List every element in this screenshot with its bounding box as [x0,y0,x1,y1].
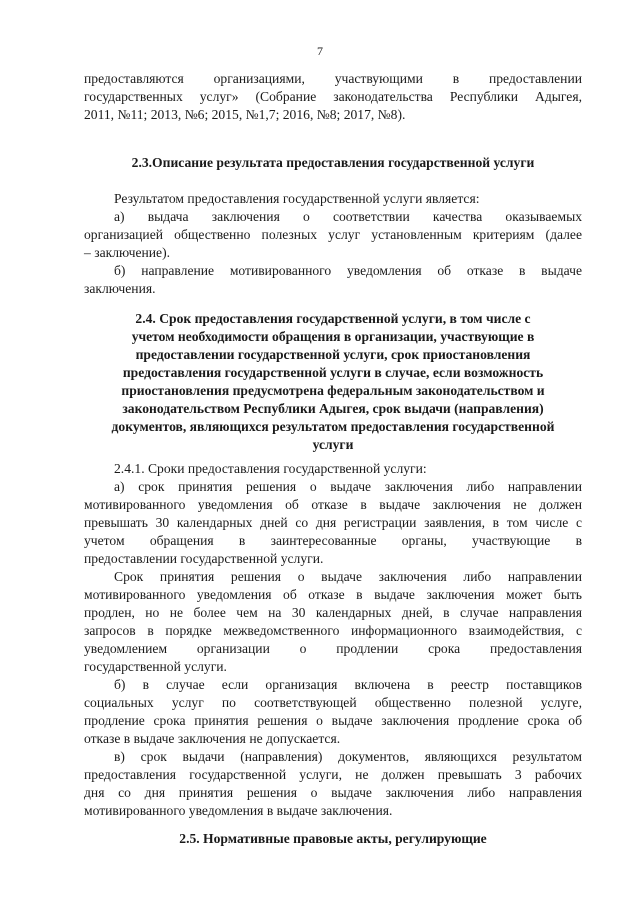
section-2-3-body [84,190,582,298]
text-line: организацией общественно полезных услуг установленным критериям (далее [84,227,582,242]
section-heading-2-4 [84,310,582,454]
text-line: Срок принятия решения о выдаче заключения либо направлении [114,569,582,584]
text-line: заключения. [84,281,156,296]
section-heading-2-5: 2.5. Нормативные правовые акты, регулирующие [179,831,487,846]
text-line: – заключение). [84,245,171,260]
text-line: мотивированного уведомления об отказе в выдаче заключения может быть [84,587,582,602]
text-line: мотивированного уведомления в выдаче заключения. [84,803,393,818]
heading-line: законодательством Республики Адыгея, срок выдачи (направления) [122,401,544,416]
text-line: а) срок принятия решения о выдаче заключения либо направлении [114,479,582,494]
heading-line: 2.4. Срок предоставления государственной услуги, в том числе с [135,311,531,326]
text-line: государственных услуг» (Собрание законодательства Республики Адыгея, [84,89,582,104]
text-line: б) в случае если организация включена в реестр поставщиков [114,677,582,692]
page-number: 7 [317,44,323,58]
intro-paragraph [84,70,582,124]
text-line: предоставлении государственной услуги. [84,551,324,566]
text-line: Результатом предоставления государственной услуги является: [114,191,480,206]
text-line: 2.4.1. Сроки предоставления государственной услуги: [114,461,427,476]
heading-line: документов, являющихся результатом предоставления государственной [111,419,555,434]
heading-line: услуги [312,437,354,452]
text-line: учетом обращения в заинтересованные органы, участвующие в [84,533,582,548]
text-line: государственной услуги. [84,659,227,674]
text-line: в) срок выдачи (направления) документов, являющихся результатом [114,749,582,764]
heading-line: приостановления предусмотрена федеральным законодательством и [121,383,545,398]
section-2-4-body [84,460,582,820]
text-line: б) направление мотивированного уведомления об отказе в выдаче [114,263,582,278]
heading-line: предоставления государственной услуги в случае, если возможность [122,365,544,380]
text-line: а) выдача заключения о соответствии качества оказываемых [114,209,582,224]
heading-line: учетом необходимости обращения в организации, участвующие в [131,329,535,344]
section-heading-2-3: 2.3.Описание результата предоставления государственной услуги [131,155,535,170]
text-line: продление срока принятия решения о выдаче заключения продление срока об [84,713,582,728]
text-line: предоставления государственной услуги, не должен превышать 3 рабочих [84,767,582,782]
heading-line: предоставлении государственной услуги, срок приостановления [135,347,531,362]
text-line: мотивированного уведомления об отказе в выдаче заключения не должен [84,497,582,512]
text-line: превышать 30 календарных дней со дня регистрации заявления, в том числе с [84,515,582,530]
text-line: запросов в порядке межведомственного информационного взаимодействия, с [84,623,582,638]
text-line: 2011, №11; 2013, №6; 2015, №1,7; 2016, №8; 2017, №8). [84,107,406,122]
text-line: предоставляются организациями, участвующими в предоставлении [84,71,582,86]
text-line: продлен, но не более чем на 30 календарных дней, в случае направления [84,605,582,620]
text-line: социальных услуг по соответствующей общественно полезной услуге, [84,695,582,710]
text-line: отказе в выдаче заключения не допускается. [84,731,341,746]
text-line: уведомлением организации о продлении срока предоставления [84,641,582,656]
text-line: дня со дня принятия решения о выдаче заключения либо направления [84,785,582,800]
